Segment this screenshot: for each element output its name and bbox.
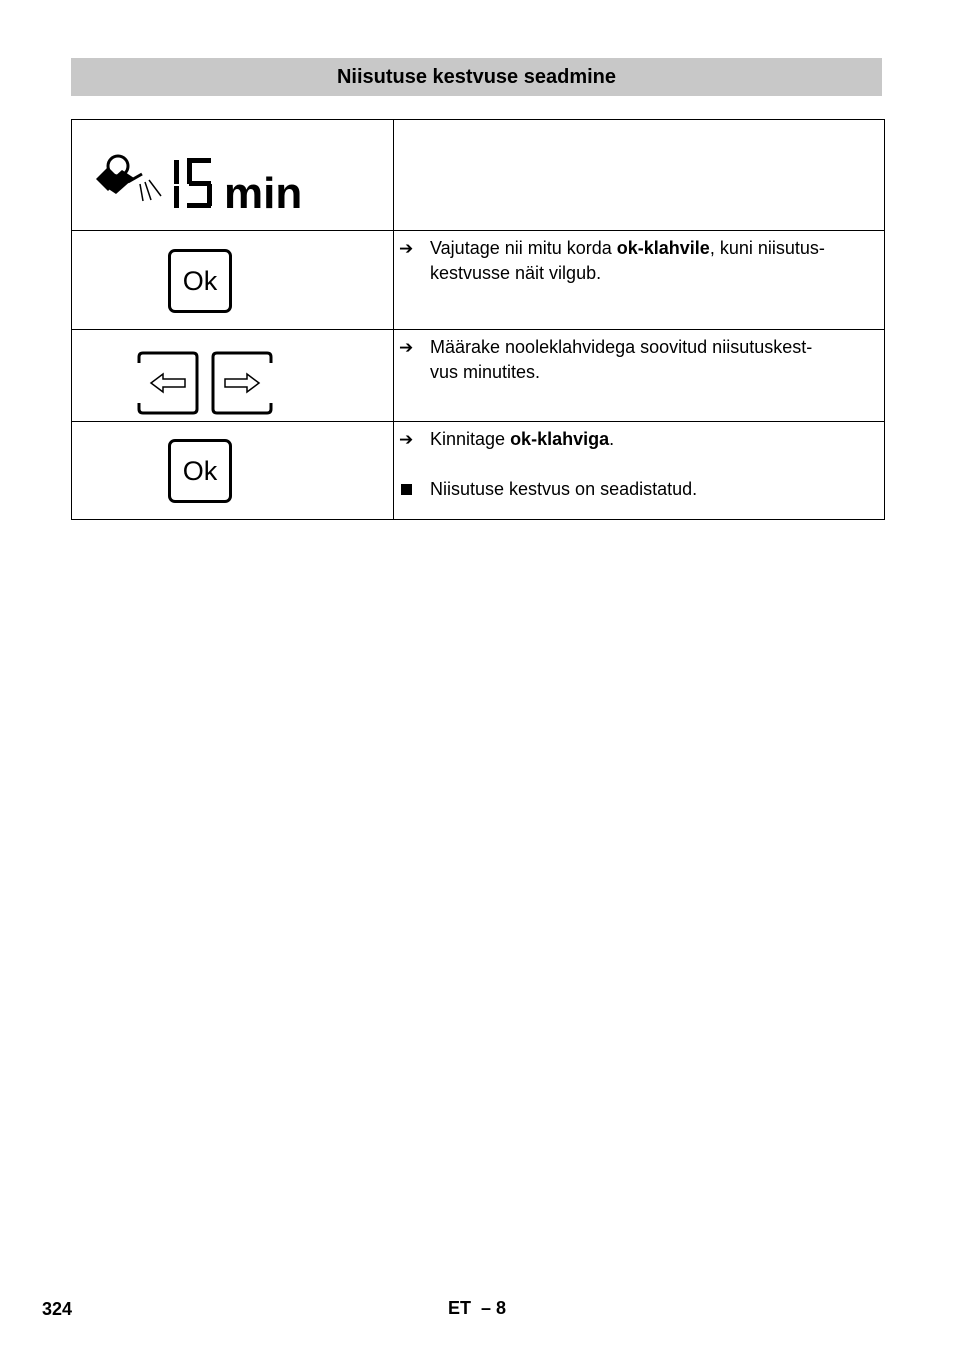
step-item: ➔ Vajutage nii mitu korda ok-klahvile, kuni niisutus- kestvusse näit vilgub. <box>394 231 884 286</box>
table-row <box>72 120 885 231</box>
table-row <box>72 231 885 330</box>
arrow-bullet-icon: ➔ <box>399 338 414 357</box>
table-row <box>72 422 885 520</box>
step-cell <box>394 330 885 422</box>
step-item: ➔ Määrake nooleklahvidega soovitud niisutuskest- vus minutites. <box>394 330 884 385</box>
ok-key: Ok <box>168 249 232 313</box>
instruction-table <box>71 119 885 520</box>
unit-label: min <box>224 169 303 212</box>
arrow-bullet-icon: ➔ <box>399 239 414 258</box>
step-cell <box>394 422 885 520</box>
display-cell <box>72 120 394 231</box>
arrow-bullet-icon: ➔ <box>399 430 414 449</box>
section-page-label: ET – 8 <box>448 1298 507 1318</box>
empty-cell <box>394 120 885 231</box>
step-item: ➔ Kinnitage ok-klahviga. <box>394 422 884 452</box>
left-arrow-key-icon <box>139 353 197 413</box>
result-item: Niisutuse kestvus on seadistatud. <box>394 477 884 502</box>
table-row <box>72 330 885 422</box>
right-arrow-key-icon <box>213 353 271 413</box>
arrow-keys <box>137 351 277 415</box>
key-cell <box>72 330 394 422</box>
watering-can-icon <box>96 156 161 201</box>
square-bullet-icon <box>401 484 412 495</box>
step-cell <box>394 231 885 330</box>
ok-key: Ok <box>168 439 232 503</box>
segment-digits <box>174 158 212 208</box>
section-title: Niisutuse kestvuse seadmine <box>71 58 882 96</box>
page-number: 324 <box>42 1299 73 1319</box>
key-cell <box>72 422 394 520</box>
key-cell <box>72 231 394 330</box>
watering-duration-display <box>94 146 384 212</box>
